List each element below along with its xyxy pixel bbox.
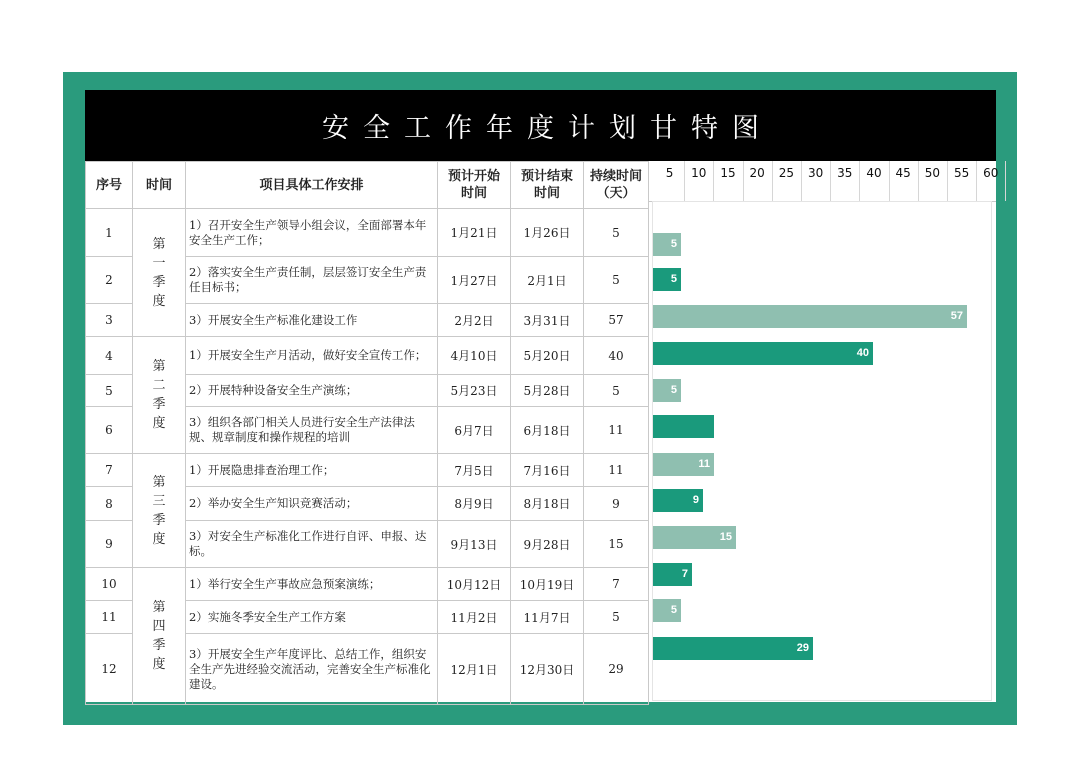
axis-tick-label: 5 bbox=[655, 161, 685, 201]
table-row bbox=[86, 209, 649, 257]
row-no: 2 bbox=[86, 257, 133, 304]
header-task: 项目具体工作安排 bbox=[186, 162, 438, 209]
duration-cell: 40 bbox=[584, 337, 649, 375]
axis-tick-label: 30 bbox=[801, 161, 831, 201]
header-time: 时间 bbox=[133, 162, 186, 209]
end-cell: 11月7日 bbox=[511, 601, 584, 634]
gantt-bar: 5 bbox=[653, 233, 681, 256]
end-cell: 10月19日 bbox=[511, 568, 584, 601]
row-no: 12 bbox=[86, 634, 133, 705]
header-duration: 持续时间（天） bbox=[584, 162, 649, 209]
start-cell: 12月1日 bbox=[438, 634, 511, 705]
duration-cell: 11 bbox=[584, 454, 649, 487]
duration-cell: 5 bbox=[584, 209, 649, 257]
end-cell: 8月18日 bbox=[511, 487, 584, 521]
duration-cell: 57 bbox=[584, 304, 649, 337]
task-cell: 3）开展安全生产标准化建设工作 bbox=[186, 304, 438, 337]
title-bar bbox=[85, 90, 996, 161]
axis-tick-label: 15 bbox=[713, 161, 743, 201]
axis-tick-label: 10 bbox=[684, 161, 714, 201]
gantt-bar: 15 bbox=[653, 526, 736, 549]
row-no: 6 bbox=[86, 407, 133, 454]
end-cell: 1月26日 bbox=[511, 209, 584, 257]
quarter-cell bbox=[133, 568, 186, 705]
gantt-bar: 5 bbox=[653, 268, 681, 291]
duration-cell: 15 bbox=[584, 521, 649, 568]
axis-tick-label: 25 bbox=[772, 161, 802, 201]
page-title: 安全工作年度计划甘特图 bbox=[322, 113, 773, 144]
table-header-row bbox=[86, 162, 649, 209]
axis-tick-label: 55 bbox=[947, 161, 977, 201]
table-row bbox=[86, 337, 649, 375]
quarter-label: 第 四 季 度 bbox=[152, 600, 166, 672]
gantt-bar: 5 bbox=[653, 599, 681, 622]
table-row bbox=[86, 454, 649, 487]
header-end: 预计结束时间 bbox=[511, 162, 584, 209]
start-cell: 8月9日 bbox=[438, 487, 511, 521]
axis-tick-label: 20 bbox=[743, 161, 773, 201]
task-cell: 2）落实安全生产责任制，层层签订安全生产责任目标书； bbox=[186, 257, 438, 304]
row-no: 4 bbox=[86, 337, 133, 375]
axis-tick-label: 60 bbox=[976, 161, 1006, 201]
duration-cell: 5 bbox=[584, 375, 649, 407]
quarter-label: 第 一 季 度 bbox=[152, 236, 166, 309]
plan-table bbox=[85, 161, 649, 705]
gantt-chart bbox=[648, 161, 999, 702]
end-cell: 9月28日 bbox=[511, 521, 584, 568]
end-cell: 2月1日 bbox=[511, 257, 584, 304]
task-cell: 2）实施冬季安全生产工作方案 bbox=[186, 601, 438, 634]
task-cell: 3）开展安全生产年度评比、总结工作，组织安全生产先进经验交流活动，完善安全生产标准化建设。 bbox=[186, 634, 438, 705]
table-row bbox=[86, 568, 649, 601]
start-cell: 5月23日 bbox=[438, 375, 511, 407]
start-cell: 9月13日 bbox=[438, 521, 511, 568]
task-cell: 1）开展安全生产月活动，做好安全宣传工作； bbox=[186, 337, 438, 375]
gantt-axis bbox=[648, 161, 999, 202]
gantt-bar: 7 bbox=[653, 563, 692, 586]
task-cell: 1）召开安全生产领导小组会议，全面部署本年安全生产工作； bbox=[186, 209, 438, 257]
start-cell: 6月7日 bbox=[438, 407, 511, 454]
task-cell: 2）开展特种设备安全生产演练； bbox=[186, 375, 438, 407]
end-cell: 12月30日 bbox=[511, 634, 584, 705]
end-cell: 3月31日 bbox=[511, 304, 584, 337]
axis-tick-label: 45 bbox=[889, 161, 919, 201]
end-cell: 5月28日 bbox=[511, 375, 584, 407]
gantt-bar: 5 bbox=[653, 379, 681, 402]
axis-tick-label: 50 bbox=[918, 161, 948, 201]
row-no: 7 bbox=[86, 454, 133, 487]
end-cell: 6月18日 bbox=[511, 407, 584, 454]
duration-cell: 29 bbox=[584, 634, 649, 705]
row-no: 11 bbox=[86, 601, 133, 634]
quarter-label: 第 三 季 度 bbox=[152, 474, 166, 547]
gantt-bar: 11 bbox=[653, 453, 714, 476]
header-no: 序号 bbox=[86, 162, 133, 209]
row-no: 5 bbox=[86, 375, 133, 407]
duration-cell: 7 bbox=[584, 568, 649, 601]
gantt-plot-area bbox=[652, 201, 992, 701]
duration-cell: 9 bbox=[584, 487, 649, 521]
task-cell: 3）组织各部门相关人员进行安全生产法律法规、规章制度和操作规程的培训 bbox=[186, 407, 438, 454]
task-cell: 1）举行安全生产事故应急预案演练； bbox=[186, 568, 438, 601]
row-no: 8 bbox=[86, 487, 133, 521]
start-cell: 1月21日 bbox=[438, 209, 511, 257]
gantt-bar: 57 bbox=[653, 305, 967, 328]
gantt-bar bbox=[653, 415, 714, 438]
start-cell: 11月2日 bbox=[438, 601, 511, 634]
end-cell: 5月20日 bbox=[511, 337, 584, 375]
start-cell: 2月2日 bbox=[438, 304, 511, 337]
start-cell: 10月12日 bbox=[438, 568, 511, 601]
axis-tick-label: 35 bbox=[830, 161, 860, 201]
end-cell: 7月16日 bbox=[511, 454, 584, 487]
duration-cell: 11 bbox=[584, 407, 649, 454]
quarter-cell bbox=[133, 209, 186, 337]
gantt-bar: 29 bbox=[653, 637, 813, 660]
row-no: 3 bbox=[86, 304, 133, 337]
row-no: 9 bbox=[86, 521, 133, 568]
quarter-label: 第 二 季 度 bbox=[152, 359, 166, 431]
axis-tick-label: 40 bbox=[859, 161, 889, 201]
task-cell: 3）对安全生产标准化工作进行自评、申报、达标。 bbox=[186, 521, 438, 568]
start-cell: 7月5日 bbox=[438, 454, 511, 487]
duration-cell: 5 bbox=[584, 601, 649, 634]
row-no: 10 bbox=[86, 568, 133, 601]
start-cell: 4月10日 bbox=[438, 337, 511, 375]
start-cell: 1月27日 bbox=[438, 257, 511, 304]
row-no: 1 bbox=[86, 209, 133, 257]
duration-cell: 5 bbox=[584, 257, 649, 304]
task-cell: 1）开展隐患排查治理工作； bbox=[186, 454, 438, 487]
task-cell: 2）举办安全生产知识竞赛活动； bbox=[186, 487, 438, 521]
gantt-bar: 40 bbox=[653, 342, 873, 365]
header-start: 预计开始时间 bbox=[438, 162, 511, 209]
quarter-cell bbox=[133, 337, 186, 454]
quarter-cell bbox=[133, 454, 186, 568]
gantt-bar: 9 bbox=[653, 489, 703, 512]
